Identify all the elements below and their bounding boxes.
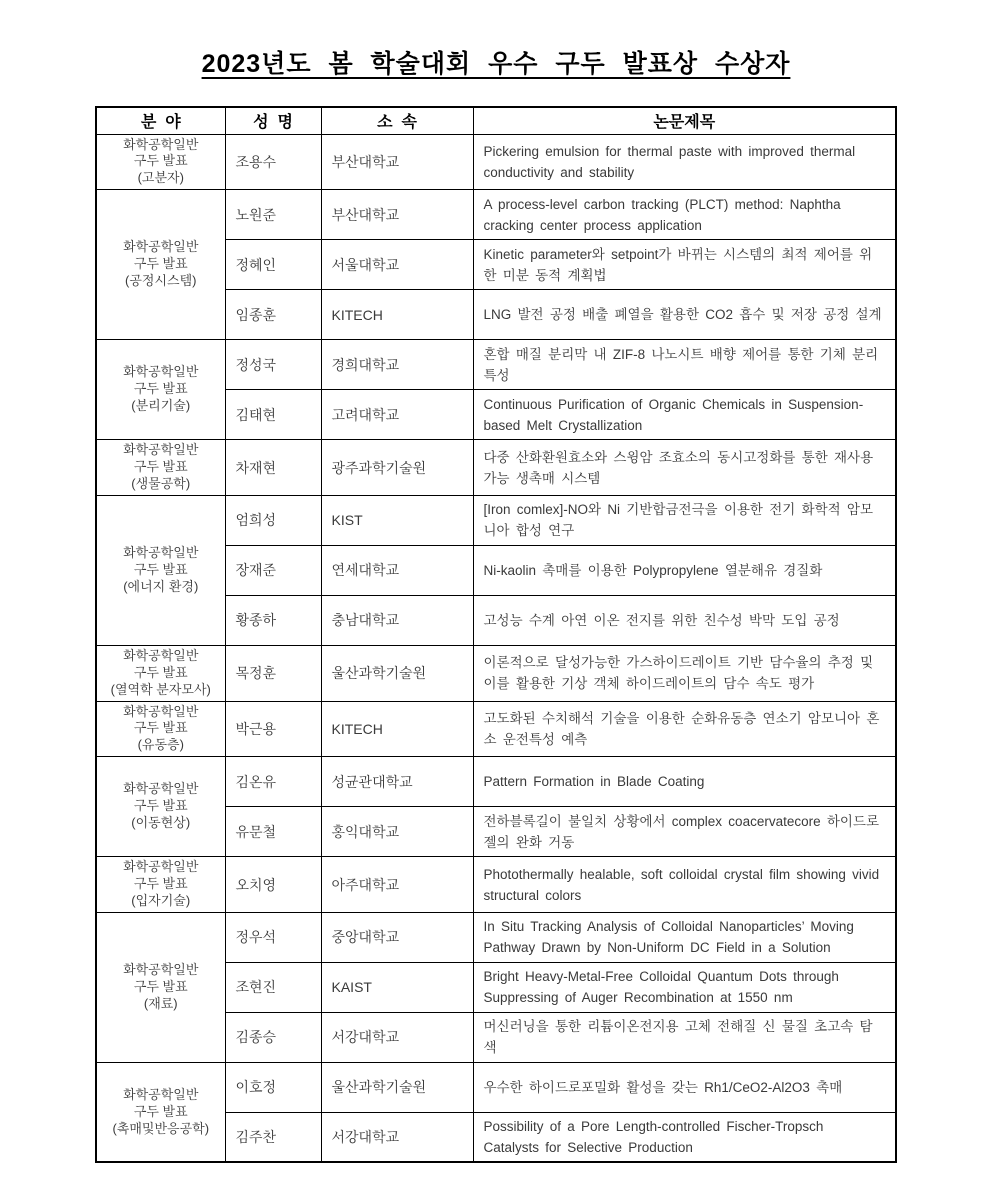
field-line: (공정시스템) [125, 273, 197, 289]
table-row [96, 440, 896, 496]
table-body [96, 134, 896, 1162]
name-cell: 임종훈 [225, 290, 321, 340]
paper-title-cell: 우수한 하이드로포밀화 활성을 갖는 Rh1/CeO2-Al2O3 촉매 [473, 1062, 896, 1112]
field-line: 구두 발표 [133, 561, 188, 577]
table-row [96, 645, 896, 701]
name-cell: 황종하 [225, 595, 321, 645]
field-cell [96, 134, 225, 190]
name-cell: 유문철 [225, 807, 321, 857]
table-row [96, 134, 896, 190]
paper-title-cell: Pattern Formation in Blade Coating [473, 757, 896, 807]
affiliation-cell: 성균관대학교 [321, 757, 473, 807]
field-line: 화학공학일반 [123, 239, 199, 255]
name-cell: 오치영 [225, 857, 321, 913]
field-cell [96, 857, 225, 913]
affiliation-cell: 경희대학교 [321, 340, 473, 390]
table-row [96, 1062, 896, 1112]
field-line: 화학공학일반 [123, 647, 199, 663]
awards-table [95, 106, 897, 1163]
affiliation-cell: 충남대학교 [321, 595, 473, 645]
paper-title-cell: Continuous Purification of Organic Chemicals in Suspension-based Melt Crystallization [473, 390, 896, 440]
paper-title-cell: 이론적으로 달성가능한 가스하이드레이트 기반 담수율의 추정 및 이를 활용한 기상 객체 하이드레이트의 담수 속도 평가 [473, 645, 896, 701]
header-field: 분 야 [96, 107, 225, 134]
paper-title-cell: A process-level carbon tracking (PLCT) method: Naphtha cracking center process application [473, 190, 896, 240]
field-cell [96, 440, 225, 496]
paper-title-cell: In Situ Tracking Analysis of Colloidal Nanoparticles’ Moving Pathway Drawn by Non-Uniform DC Field in a Solution [473, 912, 896, 962]
field-cell [96, 912, 225, 1062]
name-cell: 김태현 [225, 390, 321, 440]
table-row [96, 857, 896, 913]
header-paper-title: 논문제목 [473, 107, 896, 134]
field-line: (에너지 환경) [123, 578, 199, 594]
field-line: 구두 발표 [133, 720, 188, 736]
table-row [96, 912, 896, 962]
name-cell: 정혜인 [225, 240, 321, 290]
field-line: 화학공학일반 [123, 859, 199, 875]
field-line: (촉매및반응공학) [112, 1120, 210, 1136]
field-line: 구두 발표 [133, 153, 188, 169]
field-line: 구두 발표 [133, 876, 188, 892]
field-line: (생물공학) [131, 475, 191, 491]
paper-title-cell: 머신러닝을 통한 리튬이온전지용 고체 전해질 신 물질 초고속 탐색 [473, 1012, 896, 1062]
field-line: 화학공학일반 [123, 545, 199, 560]
name-cell: 김주찬 [225, 1112, 321, 1162]
field-cell [96, 340, 225, 440]
header-name: 성 명 [225, 107, 321, 134]
affiliation-cell: 중앙대학교 [321, 912, 473, 962]
paper-title-cell: Bright Heavy-Metal-Free Colloidal Quantum Dots through Suppressing of Auger Recombination at 1550 nm [473, 962, 896, 1012]
field-cell [96, 190, 225, 340]
field-line: 구두 발표 [133, 459, 188, 475]
name-cell: 목정훈 [225, 645, 321, 701]
affiliation-cell: 아주대학교 [321, 857, 473, 913]
name-cell: 조용수 [225, 134, 321, 190]
affiliation-cell: 부산대학교 [321, 134, 473, 190]
field-line: 구두 발표 [133, 978, 188, 994]
affiliation-cell: KITECH [321, 290, 473, 340]
field-cell [96, 757, 225, 857]
field-line: 구두 발표 [133, 256, 188, 272]
paper-title-cell: 고성능 수계 아연 이온 전지를 위한 친수성 박막 도입 공정 [473, 595, 896, 645]
paper-title-cell: 혼합 매질 분리막 내 ZIF-8 나노시트 배향 제어를 통한 기체 분리 특성 [473, 340, 896, 390]
field-line: (입자기술) [131, 892, 191, 908]
field-line: 구두 발표 [133, 381, 188, 397]
paper-title-cell: Pickering emulsion for thermal paste with improved thermal conductivity and stability [473, 134, 896, 190]
page-title [0, 0, 992, 80]
name-cell: 박근용 [225, 701, 321, 757]
field-line: 구두 발표 [133, 664, 188, 680]
name-cell: 이호정 [225, 1062, 321, 1112]
affiliation-cell: 부산대학교 [321, 190, 473, 240]
affiliation-cell: 서울대학교 [321, 240, 473, 290]
paper-title-cell: Photothermally healable, soft colloidal crystal film showing vivid structural colors [473, 857, 896, 913]
field-line: 화학공학일반 [123, 136, 199, 152]
affiliation-cell: 울산과학기술원 [321, 1062, 473, 1112]
field-line: 화학공학일반 [123, 442, 199, 458]
paper-title-cell: [Iron comlex]-NO와 Ni 기반합금전극을 이용한 전기 화학적 암모니아 합성 연구 [473, 495, 896, 545]
field-line: (고분자) [137, 170, 184, 186]
affiliation-cell: 연세대학교 [321, 545, 473, 595]
field-line: 화학공학일반 [123, 1086, 199, 1102]
field-line: 화학공학일반 [123, 781, 199, 797]
header-affiliation: 소 속 [321, 107, 473, 134]
paper-title-cell: 고도화된 수치해석 기술을 이용한 순화유동층 연소기 암모니아 혼소 운전특성 예측 [473, 701, 896, 757]
name-cell: 정성국 [225, 340, 321, 390]
page-title-text: 2023년도 봄 학술대회 우수 구두 발표상 수상자 [201, 50, 791, 78]
table-row [96, 701, 896, 757]
field-line: 구두 발표 [133, 1103, 188, 1119]
field-line: 구두 발표 [133, 798, 188, 814]
name-cell: 김종승 [225, 1012, 321, 1062]
name-cell: 엄희성 [225, 495, 321, 545]
affiliation-cell: KAIST [321, 962, 473, 1012]
table-row [96, 495, 896, 545]
field-line: 화학공학일반 [123, 962, 199, 978]
paper-title-cell: 전하블록길이 불일치 상황에서 complex coacervatecore 하이드로젤의 완화 거동 [473, 807, 896, 857]
field-line: (열역학 분자모사) [110, 681, 211, 697]
field-cell [96, 495, 225, 645]
field-cell [96, 645, 225, 701]
affiliation-cell: 서강대학교 [321, 1112, 473, 1162]
field-cell [96, 701, 225, 757]
table-row [96, 757, 896, 807]
affiliation-cell: 고려대학교 [321, 390, 473, 440]
name-cell: 차재현 [225, 440, 321, 496]
name-cell: 노원준 [225, 190, 321, 240]
field-line: (분리기술) [131, 398, 191, 414]
field-line: (재료) [143, 995, 178, 1011]
paper-title-cell: Possibility of a Pore Length-controlled Fischer-Tropsch Catalysts for Selective Production [473, 1112, 896, 1162]
field-line: (이동현상) [131, 815, 191, 831]
paper-title-cell: LNG 발전 공정 배출 폐열을 활용한 CO2 흡수 및 저장 공정 설계 [473, 290, 896, 340]
affiliation-cell: 홍익대학교 [321, 807, 473, 857]
affiliation-cell: KITECH [321, 701, 473, 757]
table-header [96, 107, 896, 134]
name-cell: 조현진 [225, 962, 321, 1012]
affiliation-cell: 울산과학기술원 [321, 645, 473, 701]
table-row [96, 340, 896, 390]
field-line: 화학공학일반 [123, 703, 199, 719]
paper-title-cell: Kinetic parameter와 setpoint가 바뀌는 시스템의 최적 제어를 위한 미분 동적 계획법 [473, 240, 896, 290]
paper-title-cell: 다중 산화환원효소와 스윙암 조효소의 동시고정화를 통한 재사용 가능 생촉매 시스템 [473, 440, 896, 496]
name-cell: 장재준 [225, 545, 321, 595]
affiliation-cell: 서강대학교 [321, 1012, 473, 1062]
table-row [96, 190, 896, 240]
field-line: 화학공학일반 [123, 364, 199, 380]
name-cell: 김온유 [225, 757, 321, 807]
affiliation-cell: 광주과학기술원 [321, 440, 473, 496]
affiliation-cell: KIST [321, 495, 473, 545]
paper-title-cell: Ni-kaolin 촉매를 이용한 Polypropylene 열분해유 경질화 [473, 545, 896, 595]
header-row [96, 107, 896, 134]
name-cell: 정우석 [225, 912, 321, 962]
field-line: (유동층) [137, 737, 184, 753]
field-cell [96, 1062, 225, 1162]
